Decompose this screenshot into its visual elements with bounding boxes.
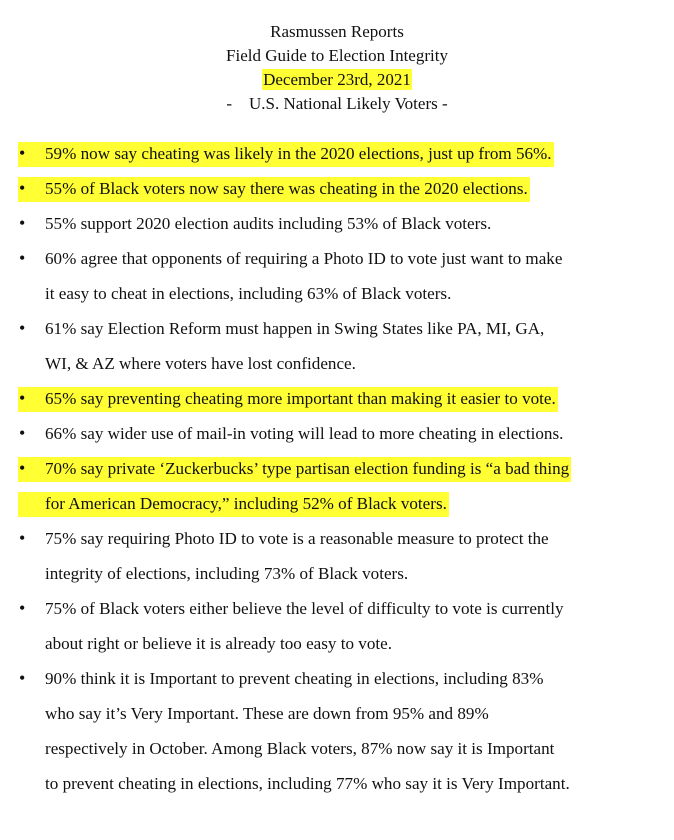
org-name: Rasmussen Reports: [270, 22, 404, 41]
bullet-line: [18, 381, 558, 416]
bullet-line: [18, 136, 554, 171]
document-subtitle: - U.S. National Likely Voters -: [226, 94, 448, 113]
bullet-text: 60% agree that opponents of requiring a Photo ID to vote just want to make: [45, 249, 563, 268]
bullet-text: about right or believe it is already too easy to vote.: [45, 634, 392, 653]
bullet-text: to prevent cheating in elections, including 77% who say it is Very Important.: [45, 774, 570, 793]
bullet-point-icon: •: [19, 318, 26, 338]
bullet-point-icon: •: [19, 388, 26, 408]
bullet-point-icon: •: [19, 598, 26, 618]
bullet-text: 59% now say cheating was likely in the 2020 elections, just up from 56%.: [45, 144, 552, 163]
bullet-line: [0, 206, 674, 241]
bullet-text: 70% say private ‘Zuckerbucks’ type partisan election funding is “a bad thing: [45, 459, 570, 478]
bullet-point-icon: •: [19, 423, 26, 443]
document-date: December 23rd, 2021: [263, 70, 411, 89]
bullet-line: [0, 556, 674, 591]
bullet-line: [18, 171, 530, 206]
bullet-text: integrity of elections, including 73% of Black voters.: [45, 564, 409, 583]
bullet-text: who say it’s Very Important. These are down from 95% and 89%: [45, 704, 489, 723]
bullet-point-icon: •: [19, 178, 26, 198]
bullet-line: [0, 311, 674, 346]
bullet-text: it easy to cheat in elections, including 63% of Black voters.: [45, 284, 452, 303]
bullet-line: [0, 766, 674, 801]
bullet-text: 90% think it is Important to prevent cheating in elections, including 83%: [45, 669, 544, 688]
bullet-point-icon: •: [19, 143, 26, 163]
bullet-point-icon: •: [19, 668, 26, 688]
bullet-point-icon: •: [19, 248, 26, 268]
bullet-point-icon: •: [19, 458, 26, 478]
bullet-line: [0, 661, 674, 696]
bullet-line: [0, 346, 674, 381]
bullet-line: [0, 731, 674, 766]
bullet-line: [18, 486, 449, 521]
document-title: Field Guide to Election Integrity: [226, 46, 448, 65]
bullet-text: 75% say requiring Photo ID to vote is a reasonable measure to protect the: [45, 529, 549, 548]
bullet-text: 66% say wider use of mail-in voting will lead to more cheating in elections.: [45, 424, 564, 443]
bullet-text: 75% of Black voters either believe the level of difficulty to vote is currently: [45, 599, 564, 618]
bullet-line: [0, 241, 674, 276]
bullet-point-icon: •: [19, 528, 26, 548]
bullet-text: respectively in October. Among Black voters, 87% now say it is Important: [45, 739, 555, 758]
bullet-list: [0, 136, 674, 801]
bullet-text: 55% of Black voters now say there was cheating in the 2020 elections.: [45, 179, 528, 198]
bullet-line: [0, 276, 674, 311]
bullet-text: 55% support 2020 election audits including 53% of Black voters.: [45, 214, 492, 233]
bullet-text: 65% say preventing cheating more important than making it easier to vote.: [45, 389, 556, 408]
bullet-text: 61% say Election Reform must happen in Swing States like PA, MI, GA,: [45, 319, 545, 338]
document-header: [0, 0, 674, 116]
bullet-line: [0, 696, 674, 731]
bullet-point-icon: •: [19, 213, 26, 233]
bullet-line: [0, 626, 674, 661]
bullet-line: [0, 521, 674, 556]
bullet-line: [0, 416, 674, 451]
bullet-line: [0, 591, 674, 626]
bullet-line: [18, 451, 571, 486]
bullet-text: for American Democracy,” including 52% of Black voters.: [45, 494, 447, 513]
bullet-text: WI, & AZ where voters have lost confidence.: [45, 354, 356, 373]
